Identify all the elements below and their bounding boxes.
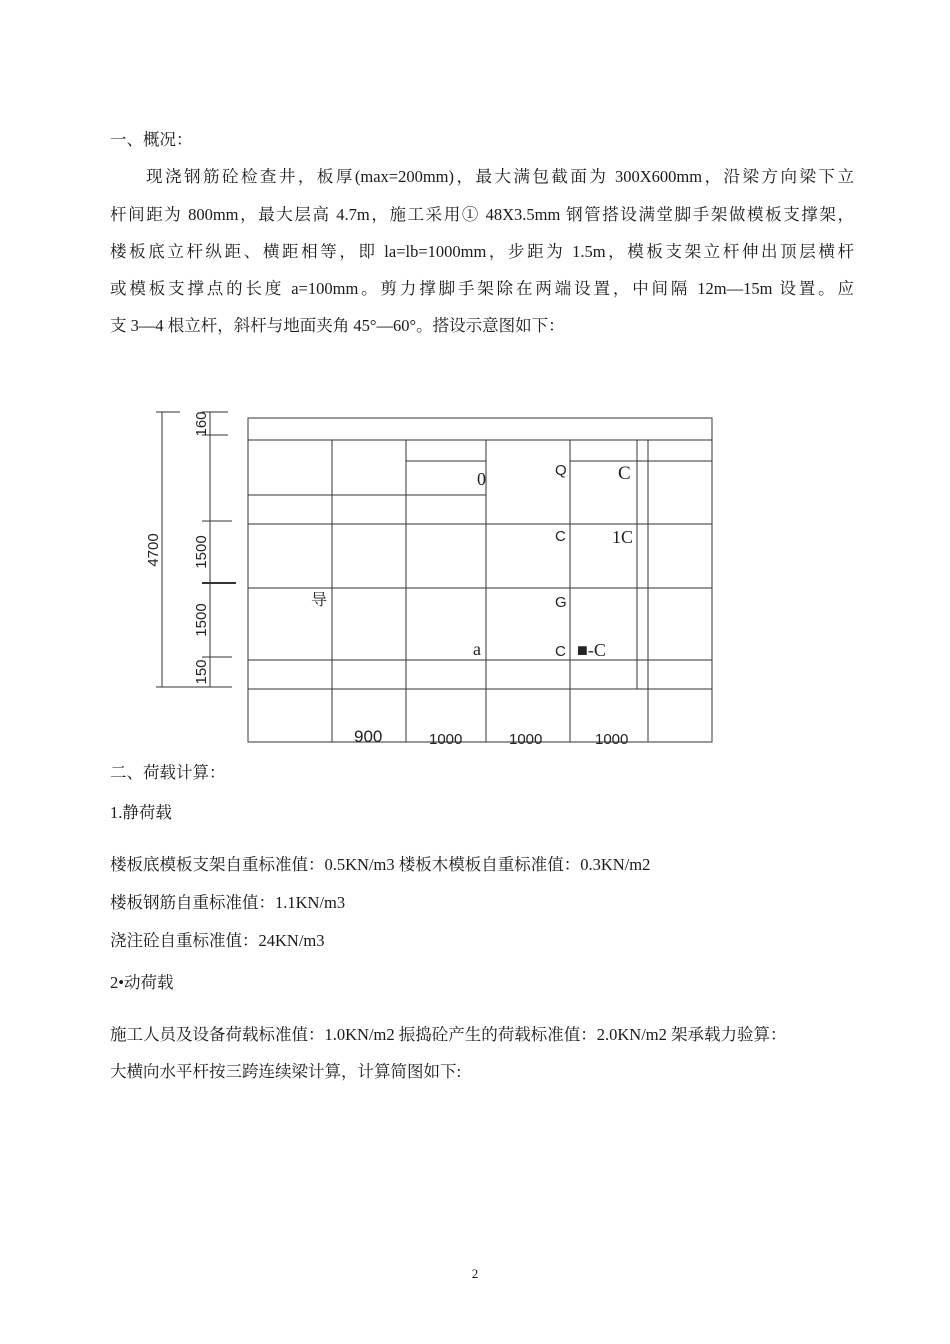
mark-c-low: C bbox=[555, 643, 566, 660]
mark-g: G bbox=[555, 594, 567, 611]
dim-label-total: 4700 bbox=[145, 533, 162, 567]
static-load-line-1: 楼板底模板支架自重标准值：0.5KN/m3 楼板木模板自重标准值：0.3KN/m2 bbox=[110, 855, 651, 874]
mark-c-top: C bbox=[618, 463, 631, 484]
mark-dao: 导 bbox=[311, 590, 328, 609]
dim-label-150: 150 bbox=[193, 659, 210, 685]
dim-label-160: 160 bbox=[193, 411, 210, 437]
page-number: 2 bbox=[471, 1266, 479, 1281]
static-load-line-3: 浇注砼自重标准值：24KN/m3 bbox=[110, 931, 325, 950]
dynamic-load-line-1: 施工人员及设备荷载标准值：1.0KN/m2 振捣砼产生的荷载标准值：2.0KN/m2 架承载力验算： bbox=[110, 1025, 787, 1044]
overview-line-4: 或模板支撑点的长度 a=100mm。剪力撑脚手架除在两端设置，中间隔 12m—15m 设置。应 bbox=[110, 279, 854, 298]
overview-line-1: 现浇钢筋砼检查井，板厚(max=200mm)，最大满包截面为 300X600mm，沿梁方向梁下立 bbox=[146, 167, 854, 186]
frame-outline bbox=[248, 418, 712, 742]
static-load-line-2: 楼板钢筋自重标准值：1.1KN/m3 bbox=[110, 893, 346, 912]
section-heading-loads: 二、荷载计算： bbox=[110, 763, 226, 782]
overview-line-3: 楼板底立杆纵距、横距相等，即 la=lb=1000mm，步距为 1.5m，模板支架立杆伸出顶层横杆 bbox=[110, 242, 854, 261]
subheading-static-load: 1.静荷载 bbox=[110, 803, 172, 822]
dim-label-1500-a: 1500 bbox=[193, 535, 210, 569]
subheading-dynamic-load: 2•动荷载 bbox=[110, 973, 174, 992]
dim-label-1500-b: 1500 bbox=[193, 603, 210, 637]
mark-a: a bbox=[473, 639, 481, 659]
mark-zero: 0 bbox=[477, 469, 486, 489]
mark-square-c: ■-C bbox=[577, 640, 606, 660]
spacing-label-1000-a: 1000 bbox=[429, 731, 463, 748]
overview-line-5: 支 3—4 根立杆，斜杆与地面夹角 45°—60°。搭设示意图如下： bbox=[110, 316, 565, 335]
spacing-label-900: 900 bbox=[354, 727, 383, 746]
dynamic-load-line-2: 大横向水平杆按三跨连续梁计算，计算简图如下: bbox=[110, 1062, 462, 1081]
overview-line-2: 杆间距为 800mm，最大层高 4.7m，施工采用① 48X3.5mm 钢管搭设满堂脚手架做模板支撑架， bbox=[110, 205, 854, 224]
mark-1c: 1C bbox=[612, 527, 634, 547]
scaffold-diagram bbox=[140, 395, 720, 750]
spacing-label-1000-b: 1000 bbox=[509, 731, 543, 748]
mark-q: Q bbox=[555, 462, 567, 479]
mark-c-mid: C bbox=[555, 528, 566, 545]
spacing-label-1000-c: 1000 bbox=[595, 731, 629, 748]
section-heading-overview: 一、概况： bbox=[110, 130, 193, 149]
